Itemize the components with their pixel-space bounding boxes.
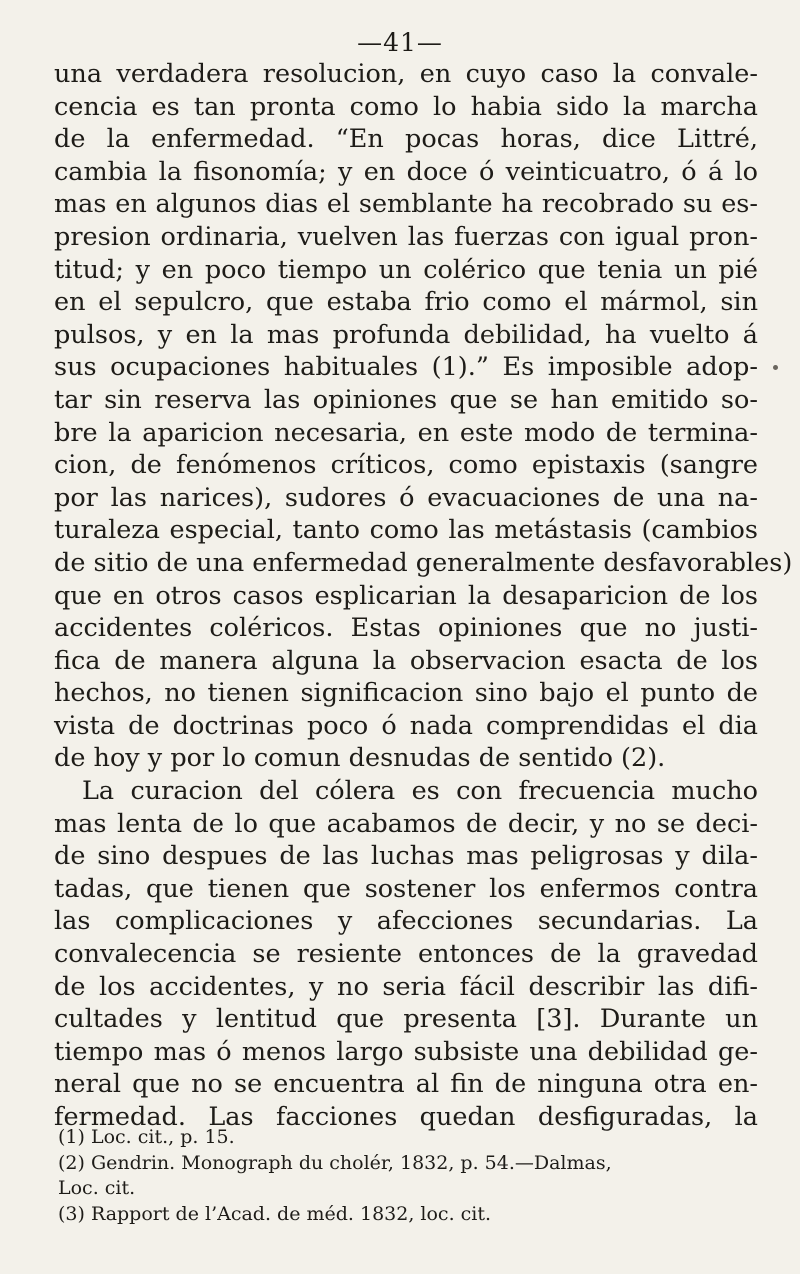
footnote: (1) Loc. cit., p. 15. [58,1126,235,1148]
footnote: (3) Rapport de l’Acad. de méd. 1832, loc. cit. [58,1202,492,1225]
body-text [54,58,793,1134]
text-line: tar sin reserva las opiniones que se han emitido so- [54,384,758,415]
text-line: cultades y lentitud que presenta [3]. Durante un [54,1004,758,1035]
text-line: mas en algunos dias el semblante ha recobrado su es- [54,189,758,220]
text-line: vista de doctrinas poco ó nada comprendidas el dia [54,710,758,741]
text-line: presion ordinaria, vuelven las fuerzas con igual pron- [54,221,758,252]
text-line: cion, de fenómenos críticos, como epistaxis (sangre [54,450,758,481]
text-line: sus ocupaciones habituales (1).” Es imposible adop- [54,352,758,383]
text-line: convalecencia se resiente entonces de la gravedad [54,939,758,970]
text-line: turaleza especial, tanto como las metástasis (cambios [54,515,758,546]
text-line: cambia la fisonomía; y en doce ó veinticuatro, ó á lo [54,156,758,187]
text-line: de sino despues de las luchas mas peligrosas y dila- [54,841,758,872]
text-line: tadas, que tienen que sostener los enfermos contra [54,873,758,904]
text-line: tiempo mas ó menos largo subsiste una debilidad ge- [54,1036,758,1067]
text-line: neral que no se encuentra al fin de ninguna otra en- [54,1069,758,1100]
text-line: fica de manera alguna la observacion esacta de los [54,645,758,676]
text-line: que en otros casos esplicarian la desaparicion de los [54,580,758,611]
text-line: pulsos, y en la mas profunda debilidad, ha vuelto á [54,319,758,350]
text-line: cencia es tan pronta como lo habia sido la marcha [54,91,758,122]
footnote-continuation: Loc. cit. [58,1177,136,1199]
text-line: de los accidentes, y no seria fácil describir las difi- [54,971,758,1002]
page-number: —41— [357,28,443,57]
text-line: una verdadera resolucion, en cuyo caso la convale- [54,59,758,89]
text-line: de sitio de una enfermedad generalmente desfavorables) [54,547,793,578]
footnotes [58,1125,758,1227]
text-line: en el sepulcro, que estaba frio como el mármol, sin [54,287,758,318]
text-line: titud; y en poco tiempo un colérico que tenia un pié [54,254,758,285]
text-line: de hoy y por lo comun desnudas de sentido (2). [54,743,666,774]
text-line: accidentes coléricos. Estas opiniones que no justi- [54,613,758,644]
text-line: bre la aparicion necesaria, en este modo de termina- [54,417,758,448]
text-line: mas lenta de lo que acabamos de decir, y no se deci- [54,808,758,839]
footnote: (2) Gendrin. Monograph du cholér, 1832, p. 54.—Dalmas, [58,1151,612,1174]
ink-spot [773,365,778,370]
text-line: La curacion del cólera es con frecuencia mucho [82,776,758,807]
text-line: las complicaciones y afecciones secundarias. La [54,906,758,937]
text-line: de la enfermedad. “En pocas horas, dice Littré, [54,124,758,155]
text-line: por las narices), sudores ó evacuaciones de una na- [54,482,758,513]
text-line: hechos, no tienen significacion sino bajo el punto de [54,678,758,709]
text-line: fermedad. Las facciones quedan desfiguradas, la [54,1102,758,1132]
